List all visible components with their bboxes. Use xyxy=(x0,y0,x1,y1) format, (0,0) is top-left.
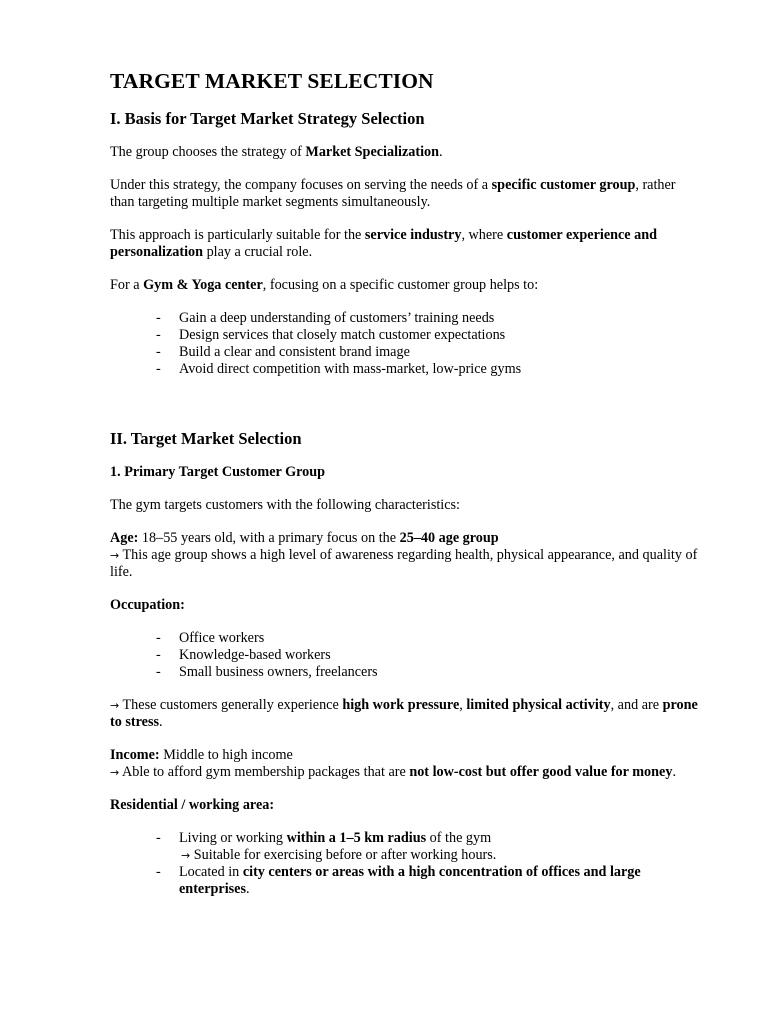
approach-paragraph xyxy=(110,227,700,261)
pressure-paragraph xyxy=(110,697,700,731)
dash-marker: - xyxy=(156,630,161,646)
list-item xyxy=(110,361,700,378)
list-item xyxy=(110,327,700,344)
intro-paragraph: The gym targets customers with the following characteristics: xyxy=(110,497,460,513)
pressure-bold-1: high work pressure xyxy=(342,697,460,713)
occupation-label: Occupation: xyxy=(110,597,185,613)
section-1-heading: I. Basis for Target Market Strategy Selection xyxy=(110,109,425,128)
location-bold: city centers or areas with a high concentration of offices and large enterprises xyxy=(179,864,641,897)
gym-paragraph xyxy=(110,277,700,294)
dash-marker: - xyxy=(156,664,161,680)
focus-text-end: , rather than targeting multiple market segments simultaneously. xyxy=(110,177,676,210)
strategy-bold: Market Specialization xyxy=(305,144,439,160)
pressure-bold-2: limited physical activity xyxy=(466,697,611,713)
radius-bold: within a 1–5 km radius xyxy=(286,830,427,846)
document-title: TARGET MARKET SELECTION xyxy=(110,69,434,93)
pressure-text: These customers generally experience xyxy=(119,697,343,713)
radius-text: Living or working xyxy=(179,830,287,846)
income-paragraph xyxy=(110,747,700,781)
occupation-list xyxy=(110,630,700,681)
income-label: Income: xyxy=(110,747,160,763)
income-period: . xyxy=(672,764,676,780)
strategy-paragraph xyxy=(110,144,700,161)
income-note: Able to afford gym membership packages that are xyxy=(119,764,410,780)
gym-text-end: , focusing on a specific customer group helps to: xyxy=(262,277,539,293)
age-bold: 25–40 age group xyxy=(399,530,499,546)
radius-text-end: of the gym xyxy=(426,830,492,846)
subsection-heading: 1. Primary Target Customer Group xyxy=(110,464,326,480)
radius-sub-text: Suitable for exercising before or after working hours. xyxy=(190,847,497,863)
age-paragraph xyxy=(110,530,700,581)
list-item xyxy=(110,630,700,647)
list-item-text: Knowledge-based workers xyxy=(179,647,331,663)
list-item-text: Design services that closely match customer expectations xyxy=(179,327,506,343)
income-text: Middle to high income xyxy=(159,747,293,763)
dash-marker: - xyxy=(156,830,161,846)
pressure-comma: , xyxy=(459,697,467,713)
occupation-label-paragraph xyxy=(110,597,700,614)
list-item-text: Build a clear and consistent brand image xyxy=(179,344,410,360)
income-bold: not low-cost but offer good value for money xyxy=(409,764,673,780)
approach-text: This approach is particularly suitable for the xyxy=(110,227,365,243)
dash-marker: - xyxy=(156,344,161,360)
list-item-text: Gain a deep understanding of customers’ training needs xyxy=(179,310,495,326)
gym-bold: Gym & Yoga center xyxy=(143,277,263,293)
residential-label-paragraph xyxy=(110,797,700,814)
list-item-text: Office workers xyxy=(179,630,265,646)
location-text: Located in xyxy=(179,864,243,880)
section-2-heading: II. Target Market Selection xyxy=(110,429,302,448)
benefits-list xyxy=(110,310,700,378)
right-arrow-icon: → xyxy=(181,849,191,862)
approach-bold-2: customer experience and personalization xyxy=(110,227,658,260)
dash-marker: - xyxy=(156,327,161,343)
radius-sub-note xyxy=(179,847,700,864)
list-item xyxy=(110,664,700,681)
right-arrow-icon: → xyxy=(110,699,120,712)
list-item xyxy=(110,647,700,664)
age-label: Age: xyxy=(110,530,139,546)
list-item xyxy=(110,864,700,898)
dash-marker: - xyxy=(156,310,161,326)
pressure-bold-3: prone to stress xyxy=(110,697,698,730)
approach-bold-1: service industry xyxy=(364,227,462,243)
residential-list xyxy=(110,830,700,898)
age-note: This age group shows a high level of awareness regarding health, physical appearance, and quality of life. xyxy=(110,547,698,580)
dash-marker: - xyxy=(156,864,161,880)
strategy-text: The group chooses the strategy of xyxy=(110,144,306,160)
right-arrow-icon: → xyxy=(110,766,120,779)
approach-text-2: , where xyxy=(461,227,507,243)
pressure-period: . xyxy=(159,714,163,730)
list-item xyxy=(110,830,700,864)
list-item xyxy=(110,310,700,327)
focus-paragraph xyxy=(110,177,700,211)
gym-text: For a xyxy=(110,277,144,293)
dash-marker: - xyxy=(156,647,161,663)
approach-text-3: play a crucial role. xyxy=(203,244,313,260)
location-period: . xyxy=(245,881,250,897)
list-item-text: Avoid direct competition with mass-market, low-price gyms xyxy=(179,361,522,377)
residential-label: Residential / working area: xyxy=(110,797,275,813)
list-item xyxy=(110,344,700,361)
pressure-text-2: , and are xyxy=(610,697,663,713)
strategy-period: . xyxy=(439,144,443,160)
right-arrow-icon: → xyxy=(110,549,120,562)
dash-marker: - xyxy=(156,361,161,377)
document-page xyxy=(110,68,700,914)
age-text: 18–55 years old, with a primary focus on the xyxy=(138,530,400,546)
focus-text: Under this strategy, the company focuses on serving the needs of a xyxy=(110,177,492,193)
list-item-text: Small business owners, freelancers xyxy=(179,664,378,680)
focus-bold: specific customer group xyxy=(491,177,636,193)
